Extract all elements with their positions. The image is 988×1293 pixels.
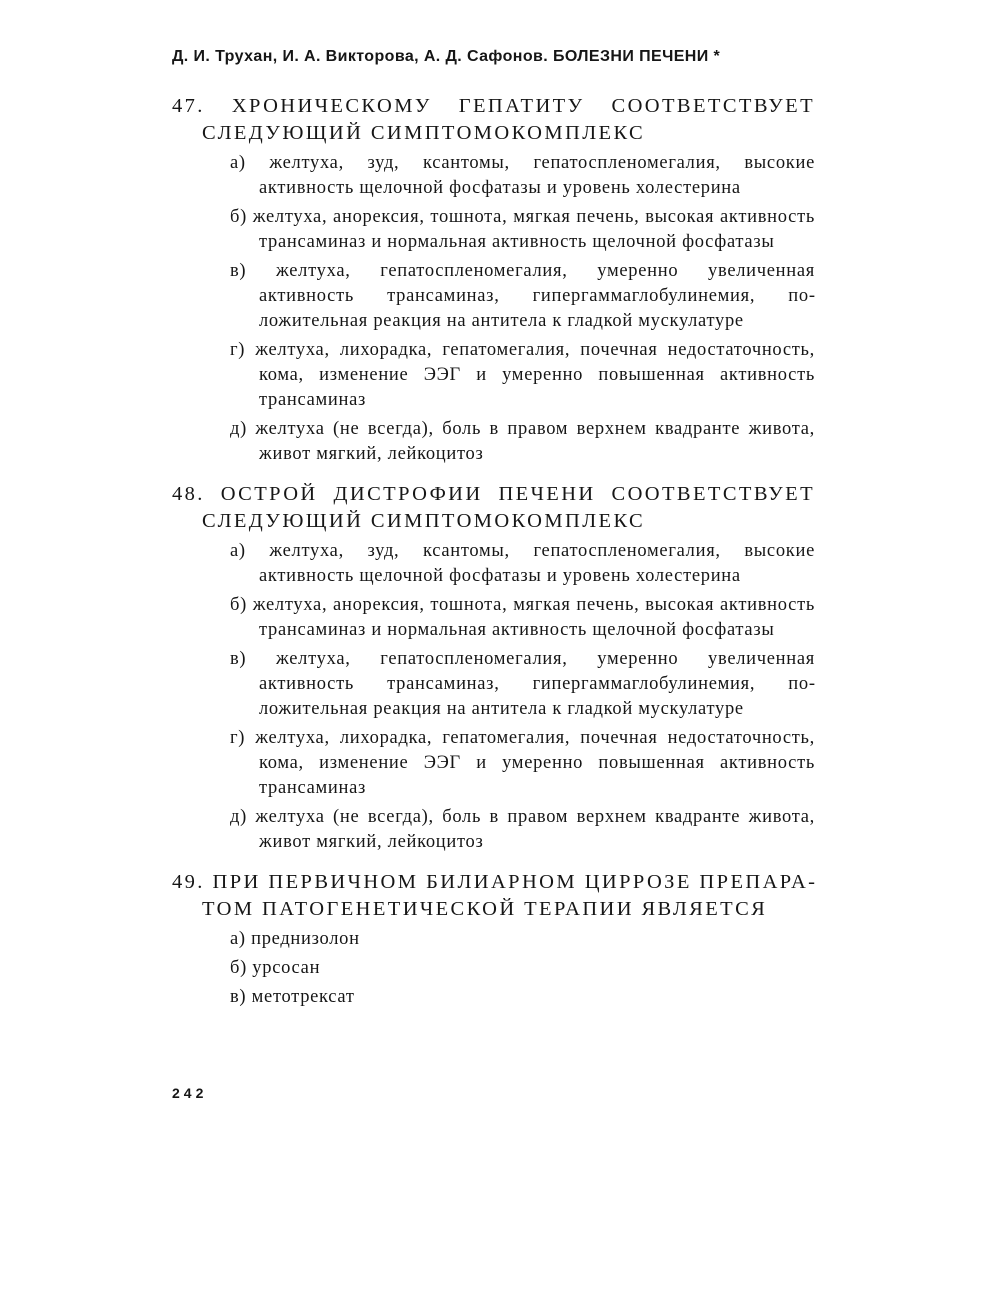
question-47 <box>172 93 815 467</box>
answer-option-v: в) желтуха, гепатоспленомегалия, умеренно увеличенная активность трансаминаз, гипергаммаглобулинемия, положительная реакция на антитела к гладкой мускулатуре <box>230 649 815 719</box>
question-list <box>172 93 815 1024</box>
question-48 <box>172 481 815 855</box>
answer-options <box>172 539 815 855</box>
answer-option-v: в) желтуха, гепатоспленомегалия, умеренно увеличенная активность трансаминаз, гипергаммаглобулинемия, положительная реакция на антитела к гладкой мускулатуре <box>230 261 815 331</box>
answer-option-b: б) желтуха, анорексия, тошнота, мягкая печень, высокая активность трансаминаз и нормальная активность щелочной фосфатазы <box>230 595 815 640</box>
answer-option-b: б) урсосан <box>230 958 321 978</box>
answer-option-a: а) преднизолон <box>230 929 360 949</box>
question-title: 49. ПРИ ПЕРВИЧНОМ БИЛИАРНОМ ЦИРРОЗЕ ПРЕПАРАТОМ ПАТОГЕНЕТИЧЕСКОЙ ТЕРАПИИ ЯВЛЯЕТСЯ <box>172 871 815 920</box>
answer-option-b: б) желтуха, анорексия, тошнота, мягкая печень, высокая активность трансаминаз и нормальная активность щелочной фосфатазы <box>230 207 815 252</box>
question-49 <box>172 869 815 1010</box>
answer-option-v: в) метотрексат <box>230 987 355 1007</box>
question-title: 48. ОСТРОЙ ДИСТРОФИИ ПЕЧЕНИ СООТВЕТСТВУЕТ СЛЕДУЮЩИЙ СИМПТОМОКОМПЛЕКС <box>172 483 815 532</box>
page-number: 242 <box>172 1085 208 1101</box>
answer-option-a: а) желтуха, зуд, ксантомы, гепатоспленомегалия, высокие активность щелочной фосфатазы и уровень холестерина <box>230 153 815 198</box>
question-title: 47. ХРОНИЧЕСКОМУ ГЕПАТИТУ СООТВЕТСТВУЕТ СЛЕДУЮЩИЙ СИМПТОМОКОМПЛЕКС <box>172 95 815 144</box>
answer-options <box>172 151 815 467</box>
answer-option-d: д) желтуха (не всегда), боль в правом верхнем квадранте живота, живот мягкий, лейкоцитоз <box>230 807 815 852</box>
answer-option-d: д) желтуха (не всегда), боль в правом верхнем квадранте живота, живот мягкий, лейкоцитоз <box>230 419 815 464</box>
answer-options <box>172 927 815 1010</box>
answer-option-a: а) желтуха, зуд, ксантомы, гепатоспленомегалия, высокие активность щелочной фосфатазы и уровень холестерина <box>230 541 815 586</box>
running-head: Д. И. Трухан, И. А. Викторова, А. Д. Сафонов. БОЛЕЗНИ ПЕЧЕНИ * <box>172 48 721 65</box>
answer-option-g: г) желтуха, лихорадка, гепатомегалия, почечная недостаточность, кома, изменение ЭЭГ и умеренно повышенная активность трансаминаз <box>230 340 815 410</box>
answer-option-g: г) желтуха, лихорадка, гепатомегалия, почечная недостаточность, кома, изменение ЭЭГ и умеренно повышенная активность трансаминаз <box>230 728 815 798</box>
